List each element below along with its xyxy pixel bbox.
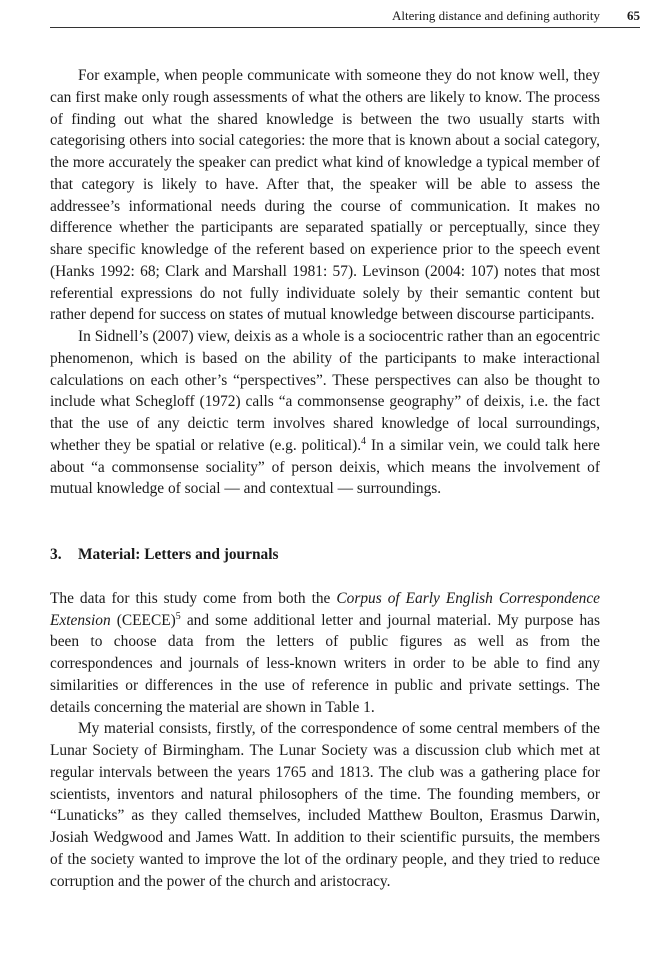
body-text — [50, 65, 600, 892]
paragraph-sociocentric-deixis — [50, 326, 600, 500]
corpus-title: Corpus of Early English Correspondence Extension — [50, 589, 600, 629]
paragraph-text: In Sidnell’s (2007) view, deixis as a whole is a sociocentric rather than an egocentric phenomenon, which is based on the ability of the participants to make interactional calculations on each other’s “perspectives”. These perspectives can also be thought to include what Schegloff (1972) calls “a commonsense geography” of deixis, i.e. the fact that the use of any deictic term involves shared knowledge of local surroundings, whether they be spatial or relative (e.g. political). — [50, 328, 600, 454]
paragraph-text: In a similar vein, we could talk here about “a commonsense sociality” of person deixis, which means the involvement of mutual knowledge of social — and contextual — surroundings. — [50, 436, 600, 498]
paragraph-text: and some additional letter and journal material. My purpose has been to choose data from the letters of public figures as well as from the correspondences and journals of less-known writers in order to be able to find any similarities or differences in the use of reference in public and private settings. The details concerning the material are shown in Table 1. — [50, 611, 600, 716]
paragraph-data-sources — [50, 588, 600, 719]
running-title: Altering distance and defining authority — [392, 8, 600, 23]
section-title: Material: Letters and journals — [78, 546, 279, 563]
paragraph-lunar-society: My material consists, firstly, of the correspondence of some central members of the Lunar Society of Birmingham. The Lunar Society was a discussion club which met at regular intervals between the years 1765 and 1813. The club was a gathering place for scientists, inventors and natural philosophers of the time. The founding members, or “Lunaticks” as they called themselves, included Matthew Boulton, Erasmus Darwin, Josiah Wedgwood and James Watt. In addition to their scientific pursuits, the members of the society wanted to improve the lot of the ordinary people, and they tried to reduce corruption and the power of the church and aristocracy. — [50, 720, 600, 890]
paragraph-common-ground: For example, when people communicate with someone they do not know well, they can first make only rough assessments of what the others are likely to know. The process of finding out what the shared knowledge is between the two usually starts with categorising others into social categories: the more that is known about a social category, the more accurately the speaker can predict what kind of knowledge a typical member of that category is likely to have. After that, the speaker will be able to assess the addressee’s informational needs during the course of communication. It makes no difference whether the participants are separated spatially or perceptually, since they share specific knowledge of the referent based on experience prior to the speech event (Hanks 1992: 68; Clark and Marshall 1981: 57). Levinson (2004: 107) notes that most referential expressions do not fully individuate solely by their semantic content but rather depend for success on states of mutual knowledge between discourse participants. — [50, 67, 600, 324]
footnote-ref-5[interactable]: 5 — [175, 610, 181, 622]
paragraph-text: The data for this study come from both the — [50, 589, 337, 607]
footnote-ref-4[interactable]: 4 — [361, 435, 367, 447]
running-head — [50, 5, 640, 28]
paragraph-text: (CEECE) — [110, 611, 176, 629]
section-number: 3. — [50, 546, 62, 563]
section-heading — [50, 544, 600, 566]
page-number: 65 — [627, 8, 640, 23]
